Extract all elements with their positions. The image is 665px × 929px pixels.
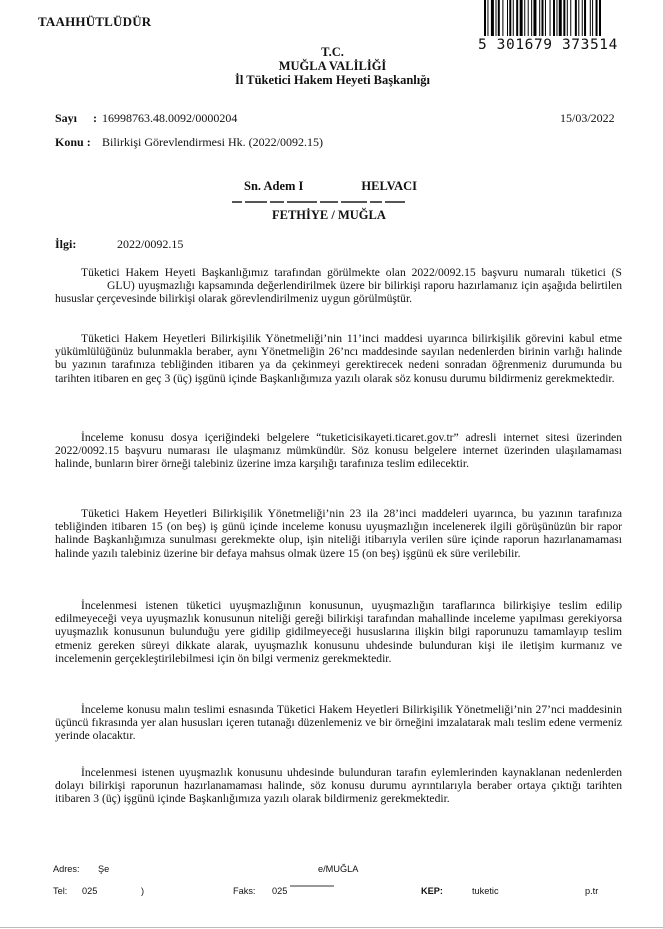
paragraph-3-text: İnceleme konusu dosya içeriğindeki belgelere “tuketicisikayeti.ticaret.gov.tr” adresli internet sitesi üzerinden 2022/0092.15 başvuru numarası ile ulaşmanız mümkündür. Söz konusu belgelere internet üzerinden ulaşılamaması halinde, bunların birer örneği talebiniz üzerine imza karşılığı tarafınıza teslim edilecektir. (55, 431, 622, 471)
footer-fax-value: 025 (272, 886, 288, 896)
sayi-value: 16998763.48.0092/0000204 (102, 111, 238, 125)
sayi-label: Sayı (55, 111, 78, 125)
paragraph-6 (55, 703, 622, 743)
recipient-surname: HELVACI (361, 179, 417, 193)
footer-phone-value: 025 (82, 886, 98, 896)
paragraph-3 (55, 431, 622, 471)
redacted-address-strip (232, 201, 416, 206)
footer-address-start: Şe (98, 864, 110, 874)
footer-kep-tail: p.tr (585, 886, 599, 896)
paragraph-1 (55, 266, 622, 306)
document-date: 15/03/2022 (560, 111, 615, 125)
paragraph-2 (55, 332, 622, 385)
sayi-colon: : (93, 111, 97, 125)
institution-governorship: MUĞLA VALİLİĞİ (278, 59, 387, 73)
paragraph-7-text: İncelenmesi istenen uyuşmazlık konusunu uhdesinde bulunduran tarafın eylemlerinden kaynaklanan nedenlerden dolayı bilirkişi raporunun hazırlanamaması halinde, söz konusu durumu ayrıntılarıyla beraber ortaya çıktığı tarihten itibaren 3 (üç) işgünü içinde Başkanlığımıza yazılı olarak bildirmeniz gerekmektedir. (55, 766, 622, 806)
redaction-smudge (290, 884, 334, 888)
recipient-name-middle: I (298, 179, 304, 193)
paragraph-5 (55, 599, 622, 665)
paragraph-1-part-a: Tüketici Hakem Heyeti Başkanlığımız tarafından görülmekte olan 2022/0092.15 başvuru numaralı tüketici (S (81, 266, 622, 279)
paragraph-6-text: İnceleme konusu malın teslimi esnasında Tüketici Hakem Heyetleri Bilirkişilik Yönetmeliği’nin 27’nci maddesinin üçüncü fıkrasında yer alan hususları içeren tutanağı düzenlemeniz ve bir örneğini imzalatarak malı teslim edene vermeniz yerinde olacaktır. (55, 703, 622, 743)
footer-address-end: e/MUĞLA (318, 864, 359, 874)
paragraph-1-part-b: GLU) uyuşmazlığı kapsamında değerlendirilmek üzere bir bilirkişi raporu hazırlamanız için aşağıda belirtilen hususlar çerçevesinde bilirkişi olarak görevlendirilmeniz uygun görülmüştür. (55, 279, 622, 306)
institution-tc: T.C. (321, 45, 344, 59)
ilgi-label: İlgi: (55, 237, 77, 251)
paragraph-5-text: İncelenmesi istenen tüketici uyuşmazlığının konusunun, uyuşmazlığın taraflarınca bilirkişiye teslim edilip edilmeyeceği veya uyuşmazlık konusunun niteliği gereği bilirkişi tarafından mahallinde inceleme yapılması gerekiyorsa uyuşmazlık konusunun bulunduğu yere gidilip gidilmeyeceği hususlarına ilişkin bilgi raporunuzu tamamlayıp teslim etmeniz gereken süreyi dikkate alarak, uyuşmazlık konusunu uhdesinde bulunduran kişi ile iletişim kurmanız ve incelemenin gerçekleştirilebilmesi için ön bilgi vermeniz gerekmektedir. (55, 599, 622, 665)
footer-phone-label: Tel: (53, 886, 68, 896)
footer-fax-label: Faks: (233, 886, 256, 896)
barcode-image (484, 0, 642, 36)
footer-address-label: Adres: (53, 864, 80, 874)
konu-colon: : (86, 135, 91, 149)
recipient-name (244, 179, 417, 194)
paragraph-2-text: Tüketici Hakem Heyetleri Bilirkişilik Yönetmeliği’nin 11’inci maddesi uyarınca bilirkişilik görevini kabul etme yükümlülüğünüz bulunmakla beraber, aynı Yönetmeliğin 26’ncı maddesinde sayılan nedenlerden birinin varlığı halinde bu yazının tarafınıza tebliğinden itibaren ya da çekinmeyi gerektirecek nedeni sonradan öğrenmeniz durumunda bu tarihten itibaren en geç 3 (üç) işgünü içinde Başkanlığımıza yazılı olarak söz konusu durumu bildirmeniz gerekmektedir. (55, 332, 622, 385)
paragraph-7 (55, 766, 622, 806)
barcode-number: 5 301679 373514 (478, 37, 618, 53)
paragraph-4 (55, 507, 622, 560)
footer-kep-value: tuketic (472, 886, 499, 896)
footer-kep-label: KEP: (421, 886, 443, 896)
document-header-label: TAAHHÜTLÜDÜR (38, 14, 152, 29)
page-bottom-edge (0, 927, 665, 928)
footer-phone-paren: ) (141, 886, 145, 896)
recipient-name-prefix: Sn. Adem (244, 179, 296, 193)
recipient-city: FETHİYE / MUĞLA (272, 208, 386, 222)
konu-value: Bilirkişi Görevlendirmesi Hk. (2022/0092.15) (102, 135, 323, 149)
institution-department: İl Tüketici Hakem Heyeti Başkanlığı (235, 73, 430, 87)
ilgi-value: 2022/0092.15 (117, 237, 184, 251)
konu-label (55, 135, 91, 150)
konu-label-text: Konu (55, 135, 84, 149)
paragraph-4-text: Tüketici Hakem Heyetleri Bilirkişilik Yönetmeliği’nin 23 ila 28’inci maddeleri uyarınca, bu yazının tarafınıza tebliğinden itibaren 15 (on beş) iş günü içinde inceleme konusu uyuşmazlığın incelenerek ilgili görüşünüzün bir rapor halinde Başkanlığımıza sunulması gerekmekte olup, işin niteliği itibarıyla verilen süre içinde raporun hazırlanamaması halinde yazılı talebiniz üzerine bir defaya mahsus olmak üzere 15 (on beş) işgünü ek süre verilebilir. (55, 507, 622, 560)
